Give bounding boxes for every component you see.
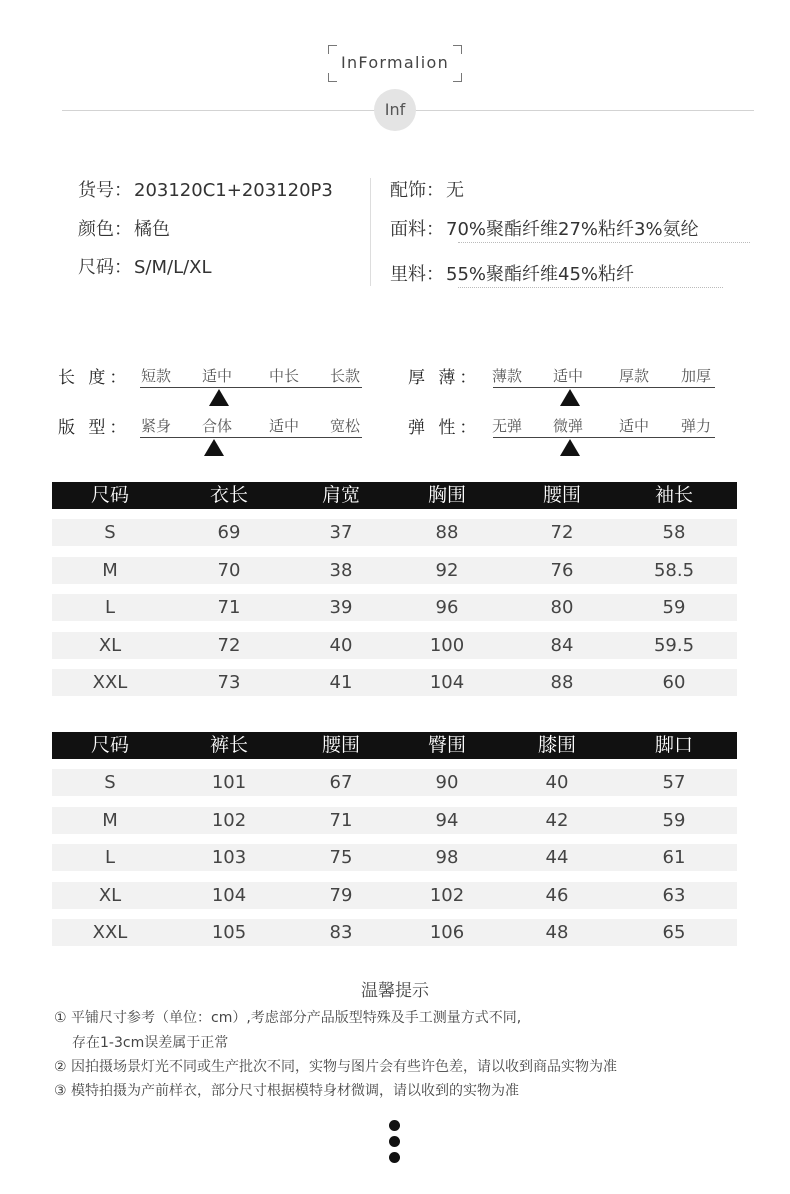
- elasticity-option: 适中: [619, 417, 650, 435]
- column-header: 衣长: [209, 484, 249, 506]
- table-cell: 104: [211, 885, 247, 906]
- table-cell: L: [104, 847, 116, 868]
- table-cell: 72: [550, 522, 574, 543]
- length-scale-line: [140, 387, 362, 388]
- table-cell: 65: [662, 922, 686, 943]
- elasticity-option: 微弹: [553, 417, 584, 435]
- fabric-label: 面料：: [390, 219, 444, 240]
- table-cell: XL: [98, 635, 122, 656]
- table-cell: 60: [662, 672, 686, 693]
- info-divider: [370, 178, 371, 286]
- table-cell: 98: [435, 847, 459, 868]
- table-cell: 59: [662, 597, 686, 618]
- color-row: [78, 215, 170, 241]
- table-cell: 48: [545, 922, 569, 943]
- table-cell: 58.5: [653, 560, 695, 581]
- fit-option: 宽松: [330, 417, 361, 435]
- table-cell: 83: [329, 922, 353, 943]
- thickness-option: 适中: [553, 367, 584, 385]
- fit-scale-line: [140, 437, 362, 438]
- fabric-underline: [458, 242, 750, 243]
- table-cell: 39: [329, 597, 353, 618]
- table-cell: 44: [545, 847, 569, 868]
- accessory-value: 无: [446, 180, 464, 201]
- accessory-row: [390, 176, 464, 202]
- table-cell: 40: [329, 635, 353, 656]
- table-cell: 57: [662, 772, 686, 793]
- fit-option: 紧身: [141, 417, 172, 435]
- table-cell: 105: [211, 922, 247, 943]
- brand-title: InFormalion: [340, 53, 450, 72]
- table-cell: 42: [545, 810, 569, 831]
- column-header: 袖长: [654, 484, 694, 506]
- fit-option: 适中: [269, 417, 300, 435]
- table-cell: 70: [217, 560, 241, 581]
- table-cell: 37: [329, 522, 353, 543]
- table-cell: M: [102, 560, 118, 581]
- table-row: [52, 769, 737, 796]
- table-cell: S: [104, 772, 116, 793]
- table-cell: 94: [435, 810, 459, 831]
- size-label: 尺码：: [78, 257, 132, 278]
- table-cell: 63: [662, 885, 686, 906]
- table-cell: 76: [550, 560, 574, 581]
- table-cell: 84: [550, 635, 574, 656]
- sku-value: 203120C1+203120P3: [134, 180, 333, 201]
- sku-row: [78, 176, 333, 202]
- tip-line: ① 平铺尺寸参考（单位：cm）,考虑部分产品版型特殊及手工测量方式不同,: [54, 1010, 522, 1026]
- fabric-value: 70%聚酯纤维27%粘纤3%氨纶: [446, 219, 699, 240]
- elasticity-label: 弹 性：: [408, 418, 481, 438]
- fit-marker-icon: [204, 439, 224, 456]
- column-header: 尺码: [90, 484, 130, 506]
- table-cell: 41: [329, 672, 353, 693]
- table-cell: 72: [217, 635, 241, 656]
- fit-label: 版 型：: [58, 418, 131, 438]
- length-option: 短款: [141, 367, 172, 385]
- accessory-label: 配饰：: [390, 180, 444, 201]
- column-header: 脚口: [654, 734, 694, 756]
- elasticity-option: 弹力: [681, 417, 712, 435]
- length-option: 长款: [330, 367, 361, 385]
- table-cell: 71: [329, 810, 353, 831]
- lining-underline: [458, 287, 723, 288]
- table-row: [52, 594, 737, 621]
- brand-frame: [328, 45, 462, 82]
- lining-label: 里料：: [390, 264, 444, 285]
- column-header: 肩宽: [321, 484, 361, 506]
- table-cell: 59.5: [653, 635, 695, 656]
- table-cell: 96: [435, 597, 459, 618]
- length-option: 中长: [269, 367, 300, 385]
- thickness-option: 厚款: [619, 367, 650, 385]
- table-cell: 80: [550, 597, 574, 618]
- table-cell: 59: [662, 810, 686, 831]
- table-row: [52, 557, 737, 584]
- table-cell: M: [102, 810, 118, 831]
- table-cell: L: [104, 597, 116, 618]
- table-row: [52, 632, 737, 659]
- table-cell: 79: [329, 885, 353, 906]
- length-option: 适中: [202, 367, 233, 385]
- elasticity-marker-icon: [560, 439, 580, 456]
- dot: [389, 1120, 400, 1131]
- table-cell: 104: [429, 672, 465, 693]
- table-header: [52, 482, 737, 509]
- table-cell: 69: [217, 522, 241, 543]
- thickness-option: 加厚: [681, 367, 712, 385]
- table-row: [52, 669, 737, 696]
- table-cell: XXL: [92, 672, 128, 693]
- table-cell: 101: [211, 772, 247, 793]
- table-row: [52, 919, 737, 946]
- tips-title: 温馨提示: [361, 981, 429, 1001]
- table-cell: 106: [429, 922, 465, 943]
- table-cell: 67: [329, 772, 353, 793]
- table-row: [52, 844, 737, 871]
- length-marker-icon: [209, 389, 229, 406]
- table-cell: 90: [435, 772, 459, 793]
- table-cell: 100: [429, 635, 465, 656]
- table-row: [52, 519, 737, 546]
- table-cell: S: [104, 522, 116, 543]
- size-row: [78, 253, 212, 279]
- dot: [389, 1152, 400, 1163]
- thickness-marker-icon: [560, 389, 580, 406]
- column-header: 裤长: [209, 734, 249, 756]
- thickness-label: 厚 薄：: [408, 368, 481, 388]
- info-badge: Inf: [374, 89, 416, 131]
- color-label: 颜色：: [78, 219, 132, 240]
- table-header: [52, 732, 737, 759]
- frame-corner: [328, 73, 337, 82]
- table-cell: 102: [429, 885, 465, 906]
- column-header: 臀围: [427, 734, 467, 756]
- table-cell: 73: [217, 672, 241, 693]
- elasticity-scale-line: [493, 437, 715, 438]
- table-cell: 103: [211, 847, 247, 868]
- column-header: 胸围: [427, 484, 467, 506]
- more-dots-icon: [388, 1120, 402, 1168]
- color-value: 橘色: [134, 219, 170, 240]
- frame-corner: [453, 73, 462, 82]
- fabric-row: [390, 215, 699, 241]
- lining-row: [390, 260, 634, 286]
- table-cell: 75: [329, 847, 353, 868]
- table-cell: 38: [329, 560, 353, 581]
- table-row: [52, 807, 737, 834]
- tip-line: ② 因拍摄场景灯光不同或生产批次不同，实物与图片会有些许色差，请以收到商品实物为准: [54, 1059, 617, 1075]
- column-header: 腰围: [321, 734, 361, 756]
- table-cell: 58: [662, 522, 686, 543]
- thickness-scale-line: [493, 387, 715, 388]
- table-cell: 88: [550, 672, 574, 693]
- column-header: 膝围: [537, 734, 577, 756]
- thickness-option: 薄款: [492, 367, 523, 385]
- table-row: [52, 882, 737, 909]
- elasticity-option: 无弹: [492, 417, 523, 435]
- lining-value: 55%聚酯纤维45%粘纤: [446, 264, 635, 285]
- table-cell: XL: [98, 885, 122, 906]
- dot: [389, 1136, 400, 1147]
- tip-line-continuation: 存在1-3cm误差属于正常: [72, 1035, 229, 1051]
- table-cell: 61: [662, 847, 686, 868]
- length-label: 长 度：: [58, 368, 131, 388]
- fit-option: 合体: [202, 417, 233, 435]
- table-cell: 46: [545, 885, 569, 906]
- sku-label: 货号：: [78, 180, 132, 201]
- tip-line: ③ 模特拍摄为产前样衣，部分尺寸根据模特身材微调，请以收到的实物为准: [54, 1083, 519, 1099]
- table-cell: 40: [545, 772, 569, 793]
- table-cell: 102: [211, 810, 247, 831]
- column-header: 腰围: [542, 484, 582, 506]
- table-cell: XXL: [92, 922, 128, 943]
- size-value: S/M/L/XL: [134, 257, 212, 278]
- tip-line: [54, 1032, 228, 1052]
- column-header: 尺码: [90, 734, 130, 756]
- table-cell: 71: [217, 597, 241, 618]
- table-cell: 88: [435, 522, 459, 543]
- table-cell: 92: [435, 560, 459, 581]
